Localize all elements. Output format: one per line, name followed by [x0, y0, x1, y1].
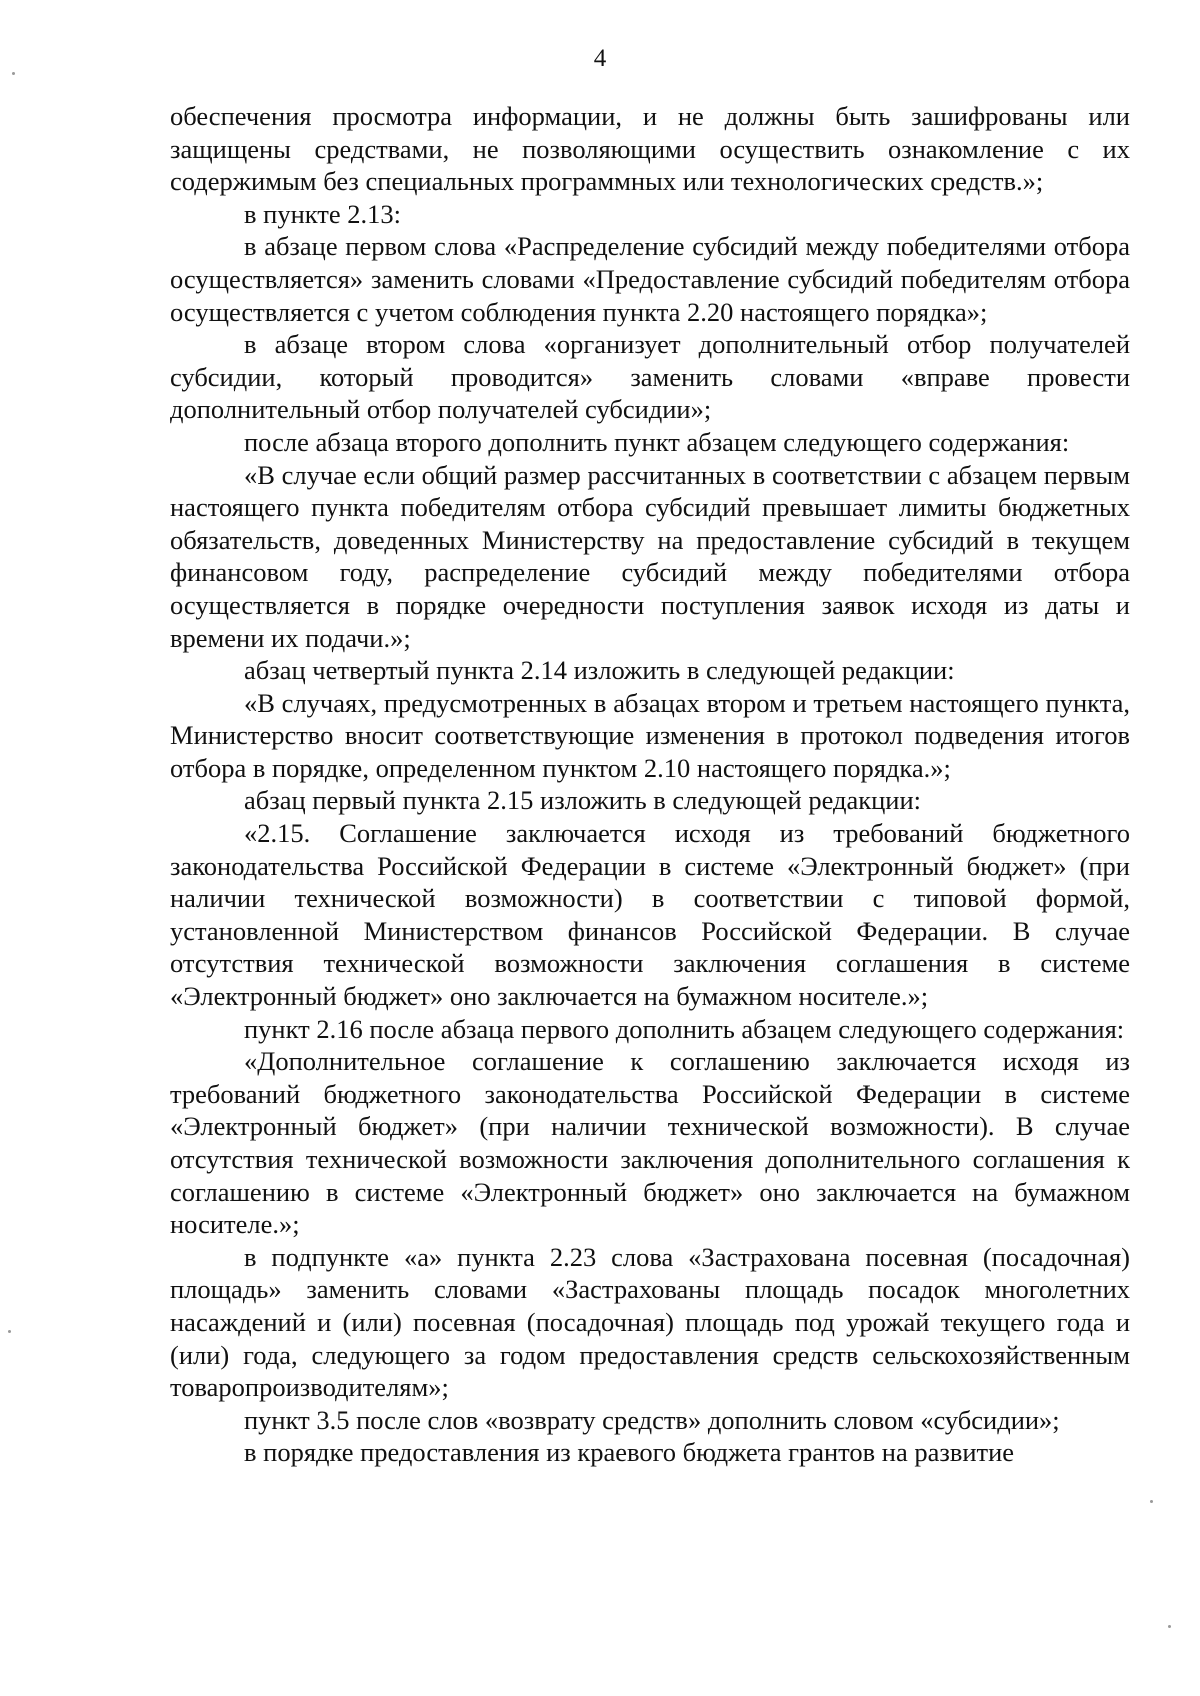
- scan-speck: [1150, 1500, 1153, 1503]
- page-number: 4: [593, 45, 607, 72]
- paragraph: в подпункте «а» пункта 2.23 слова «Застрахована посевная (посадочная) площадь» заменить словами «Застрахованы площадь посадок многолетних насаждений и (или) посевная (посадочная) площадь под урожай текущего года и (или) года, следующего за годом предоставления средств сельскохозяйственным товаропроизводителям»;: [170, 1241, 1130, 1403]
- paragraph: пункт 2.16 после абзаца первого дополнить абзацем следующего содержания:: [244, 1013, 1125, 1044]
- scan-speck: [1168, 1625, 1171, 1628]
- paragraph: «В случае если общий размер рассчитанных в соответствии с абзацем первым настоящего пункта победителям отбора субсидий превышает лимиты бюджетных обязательств, доведенных Министерству на предоставление субсидий в текущем финансовом году, распределение субсидий между победителями отбора осуществляется в порядке очередности поступления заявок исходя из даты и времени их подачи.»;: [170, 459, 1130, 653]
- document-body: [170, 100, 1130, 1469]
- paragraph-continuation: обеспечения просмотра информации, и не должны быть зашифрованы или защищены средствами, не позволяющими осуществить ознакомление с их содержимым без специальных программных или технологических средств.»;: [170, 101, 1130, 197]
- paragraph: «Дополнительное соглашение к соглашению заключается исходя из требований бюджетного законодательства Российской Федерации в системе «Электронный бюджет» (при наличии технической возможности). В случае отсутствия технической возможности заключения дополнительного соглашения к соглашению в системе «Электронный бюджет» оно заключается на бумажном носителе.»;: [170, 1046, 1130, 1240]
- paragraph: абзац первый пункта 2.15 изложить в следующей редакции:: [244, 785, 922, 816]
- paragraph: в пункте 2.13:: [244, 198, 401, 229]
- paragraph: после абзаца второго дополнить пункт абзацем следующего содержания:: [244, 426, 1070, 457]
- scan-speck: [12, 72, 15, 75]
- paragraph: в порядке предоставления из краевого бюджета грантов на развитие: [244, 1437, 1015, 1468]
- scan-speck: [8, 1330, 11, 1333]
- paragraph: абзац четвертый пункта 2.14 изложить в следующей редакции:: [244, 655, 955, 686]
- paragraph: в абзаце первом слова «Распределение субсидий между победителями отбора осуществляется» заменить словами «Предоставление субсидий победителям отбора осуществляется с учетом соблюдения пункта 2.20 настоящего порядка»;: [170, 231, 1130, 327]
- paragraph: пункт 3.5 после слов «возврату средств» дополнить словом «субсидии»;: [244, 1404, 1060, 1435]
- paragraph: «В случаях, предусмотренных в абзацах втором и третьем настоящего пункта, Министерство вносит соответствующие изменения в протокол подведения итогов отбора в порядке, определенном пунктом 2.10 настоящего порядка.»;: [170, 687, 1130, 783]
- paragraph: в абзаце втором слова «организует дополнительный отбор получателей субсидии, который проводится» заменить словами «вправе провести дополнительный отбор получателей субсидии»;: [170, 329, 1130, 425]
- paragraph: «2.15. Соглашение заключается исходя из требований бюджетного законодательства Российской Федерации в системе «Электронный бюджет» (при наличии технической возможности) в соответствии с типовой формой, установленной Министерством финансов Российской Федерации. В случае отсутствия технической возможности заключения соглашения в системе «Электронный бюджет» оно заключается на бумажном носителе.»;: [170, 818, 1130, 1012]
